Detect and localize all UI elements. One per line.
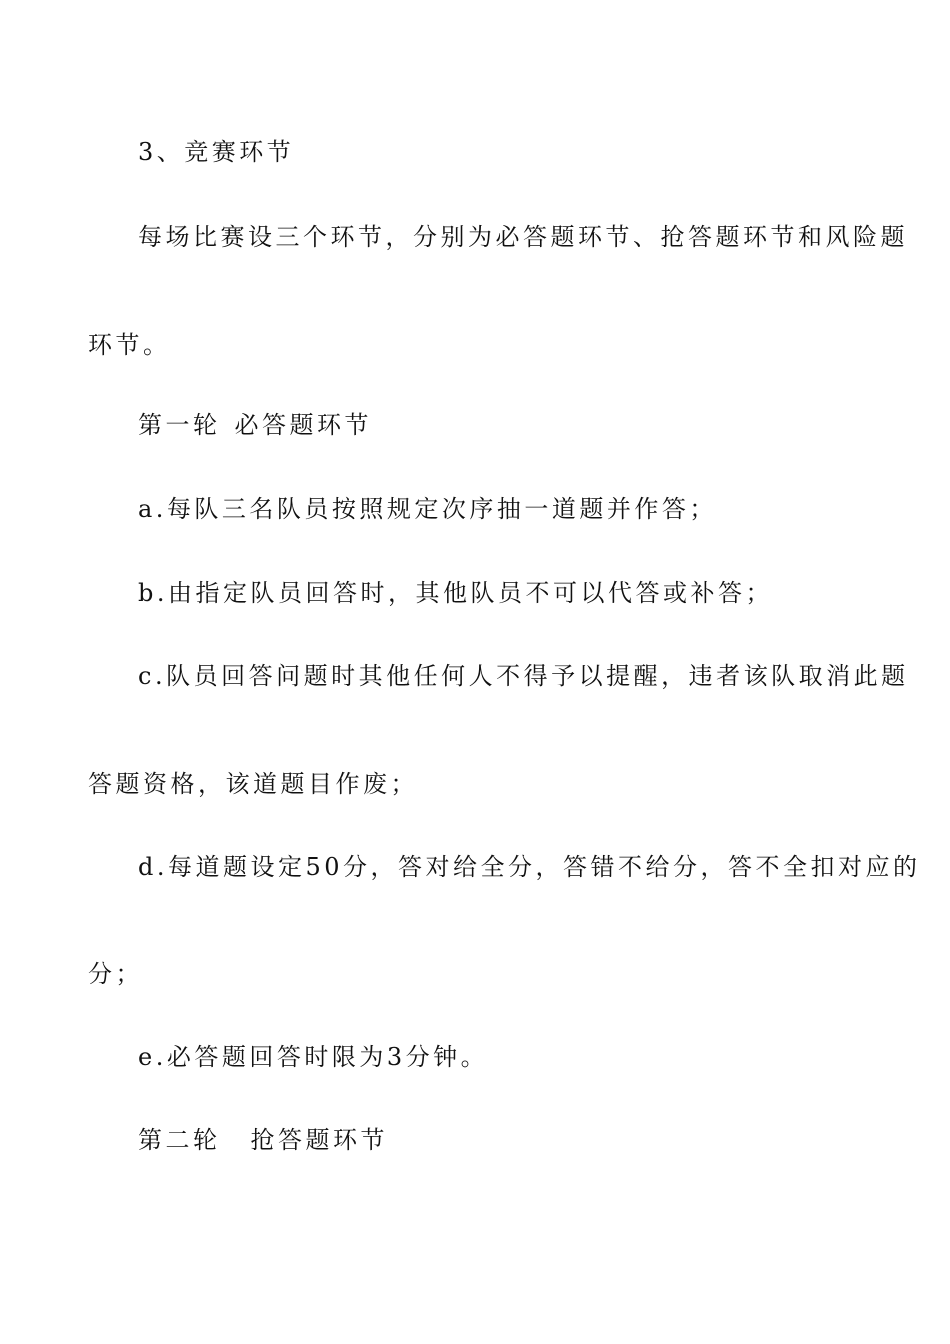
intro-paragraph-line-2: 环节。 xyxy=(88,331,171,359)
intro-paragraph-line-1: 每场比赛设三个环节，分别为必答题环节、抢答题环节和风险题 xyxy=(138,223,908,251)
round1-title: 必答题环节 xyxy=(234,411,372,439)
rule-d-line-1: d.每道题设定50分，答对给全分，答错不给分，答不全扣对应的 xyxy=(138,853,921,881)
rule-c-line-1: c.队员回答问题时其他任何人不得予以提醒，违者该队取消此题 xyxy=(138,662,909,690)
rule-e: e.必答题回答时限为3分钟。 xyxy=(138,1043,489,1071)
round2-heading xyxy=(138,1125,388,1155)
rule-c-line-2: 答题资格，该道题目作废； xyxy=(88,770,418,798)
round1-heading xyxy=(138,410,372,440)
rule-b: b.由指定队员回答时，其他队员不可以代答或补答； xyxy=(138,579,773,607)
round2-label: 第二轮 xyxy=(138,1126,221,1154)
round2-title: 抢答题环节 xyxy=(250,1126,388,1154)
section-heading: 3、竞赛环节 xyxy=(138,138,295,166)
round1-label: 第一轮 xyxy=(138,411,221,439)
rule-a: a.每队三名队员按照规定次序抽一道题并作答； xyxy=(138,495,717,523)
rule-d-line-2: 分； xyxy=(88,960,143,988)
